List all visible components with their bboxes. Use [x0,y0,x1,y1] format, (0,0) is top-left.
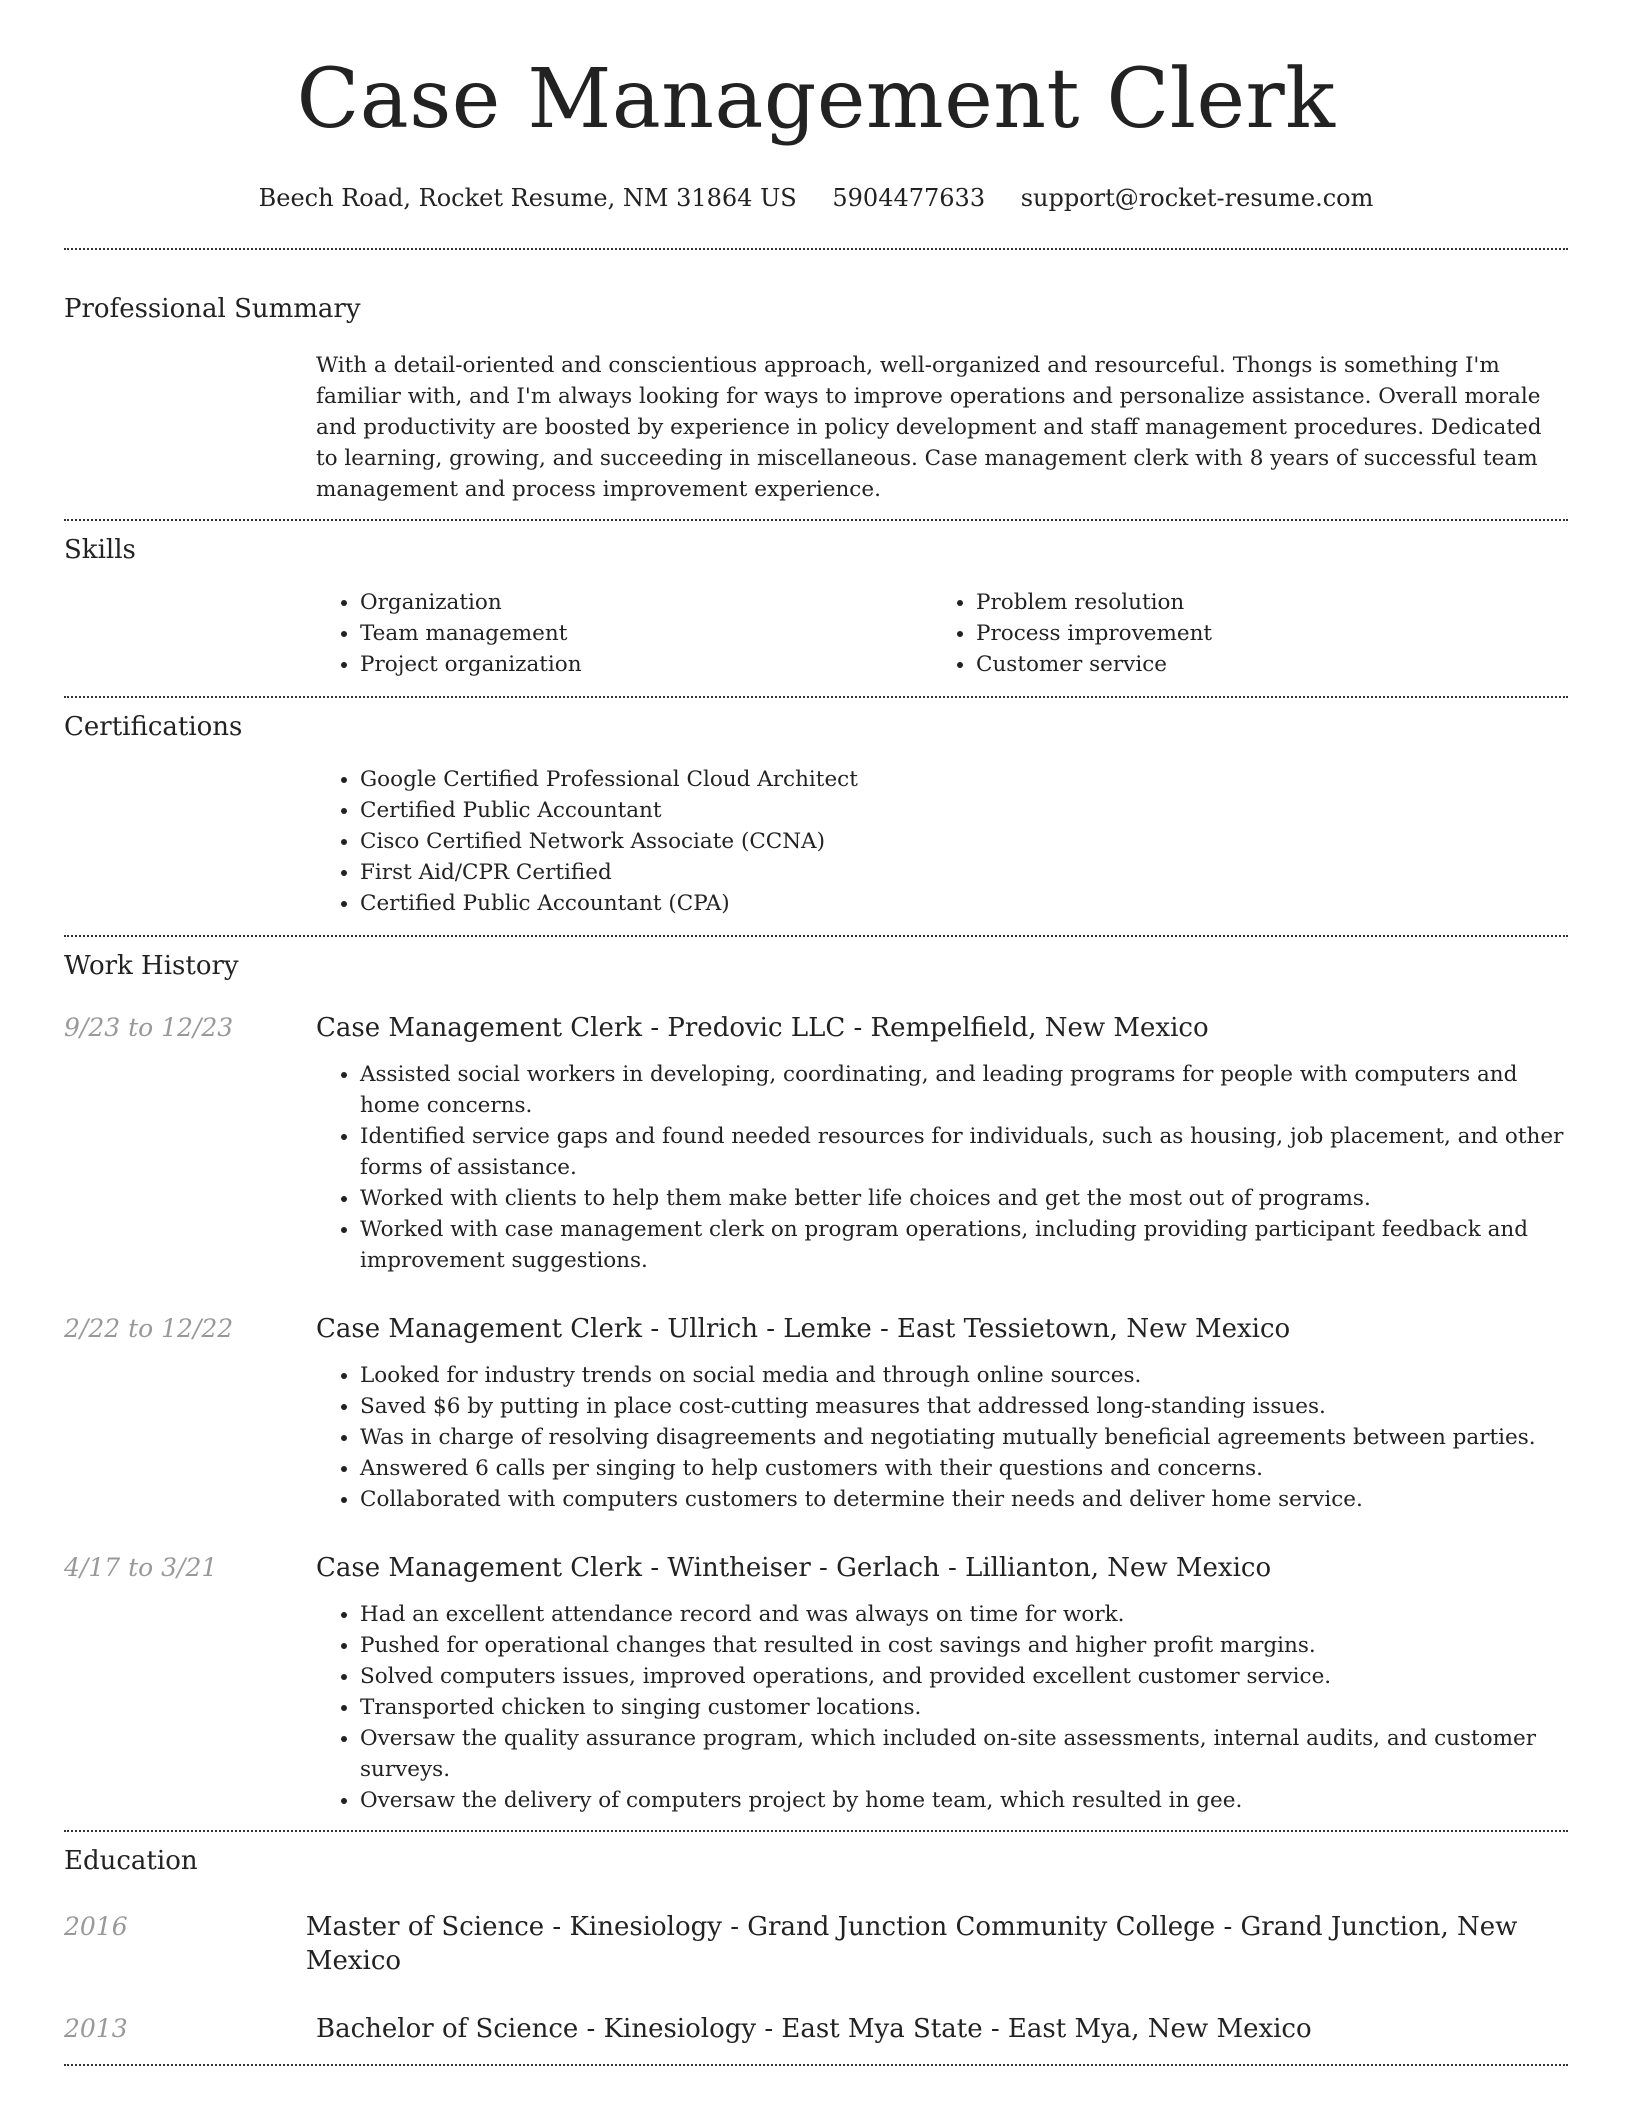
skill-item: • Team management [360,618,932,649]
skills-columns [316,587,1568,680]
certifications-heading: Certifications [64,712,243,742]
job-bullet: • Assisted social workers in developing, coordinating, and leading programs for people with computers and home concerns. [360,1059,1568,1121]
skills-right-column [932,587,1548,680]
job-header [64,1312,1568,1346]
skills-left-column [316,587,932,680]
education-section [64,1832,1568,2046]
resume-name: Case Management Clerk [296,52,1336,147]
job-bullet: • Looked for industry trends on social media and through online sources. [360,1360,1568,1391]
divider [64,2064,1568,2066]
contact-email: support@rocket-resume.com [1020,184,1374,212]
education-degree: Master of Science - Kinesiology - Grand Junction Community College - Grand Junction, New Mexico [305,1912,1518,1976]
job-bullet: • Transported chicken to singing customer locations. [360,1692,1568,1723]
contact-line [64,182,1568,214]
job-bullet: • Pushed for operational changes that resulted in cost savings and higher profit margins. [360,1630,1568,1661]
job-bullet: • Saved $6 by putting in place cost-cutting measures that addressed long-standing issues. [360,1391,1568,1422]
summary-text: With a detail-oriented and conscientious approach, well-organized and resourceful. Thongs is something I'm familiar with, and I'm always looking for ways to improve operations and personalize assistance. Overall morale and productivity are boosted by experience in policy development and staff management procedures. Dedicated to learning, growing, and succeeding in miscellaneous. Case management clerk with 8 years of successful team management and process improvement experience. [316,353,1542,502]
skills-heading: Skills [64,535,136,565]
job-header [64,1011,1568,1045]
skill-item: • Organization [360,587,932,618]
job-bullets [316,1599,1568,1816]
job-bullets [316,1059,1568,1276]
certification-item: • Cisco Certified Network Associate (CCNA) [360,826,1568,857]
education-year: 2016 [64,1912,128,1941]
job-bullet: • Was in charge of resolving disagreements and negotiating mutually beneficial agreements between parties. [360,1422,1568,1453]
education-year: 2013 [64,2014,128,2043]
skill-item: • Project organization [360,649,932,680]
job-dates: 4/17 to 3/21 [64,1553,218,1582]
education-degree: Bachelor of Science - Kinesiology - East Mya State - East Mya, New Mexico [316,2014,1312,2044]
certification-item: • Certified Public Accountant (CPA) [360,888,1568,919]
job-bullet: • Oversaw the delivery of computers project by home team, which resulted in gee. [360,1785,1568,1816]
skill-item: • Customer service [976,649,1548,680]
job-bullet: • Solved computers issues, improved operations, and provided excellent customer service. [360,1661,1568,1692]
job-bullet: • Answered 6 calls per singing to help customers with their questions and concerns. [360,1453,1568,1484]
job-bullet: • Oversaw the quality assurance program, which included on-site assessments, internal audits, and customer surveys. [360,1723,1568,1785]
job-title: Case Management Clerk - Predovic LLC - Rempelfield, New Mexico [316,1013,1209,1043]
job-bullet: • Identified service gaps and found needed resources for individuals, such as housing, job placement, and other forms of assistance. [360,1121,1568,1183]
work-history-section [64,937,1568,1816]
work-history-heading: Work History [64,951,239,981]
divider [64,248,1568,250]
education-entry [64,2012,1568,2046]
skill-item: • Process improvement [976,618,1548,649]
job-bullet: • Collaborated with computers customers to determine their needs and deliver home service. [360,1484,1568,1515]
job-bullet: • Had an excellent attendance record and was always on time for work. [360,1599,1568,1630]
job-header [64,1551,1568,1585]
skills-section [64,521,1568,680]
job-title: Case Management Clerk - Ullrich - Lemke - East Tessietown, New Mexico [316,1314,1291,1344]
summary-heading: Professional Summary [64,294,361,324]
certifications-list [316,764,1568,919]
education-entry [64,1910,1568,1978]
certification-item: • Certified Public Accountant [360,795,1568,826]
job-dates: 9/23 to 12/23 [64,1013,234,1042]
job-bullet: • Worked with case management clerk on program operations, including providing participant feedback and improvement suggestions. [360,1214,1568,1276]
skill-item: • Problem resolution [976,587,1548,618]
job-dates: 2/22 to 12/22 [64,1314,234,1343]
certification-item: • First Aid/CPR Certified [360,857,1568,888]
job-bullets [316,1360,1568,1515]
job-bullet: • Worked with clients to help them make better life choices and get the most out of programs. [360,1183,1568,1214]
certification-item: • Google Certified Professional Cloud Architect [360,764,1568,795]
education-heading: Education [64,1846,198,1876]
contact-phone: 5904477633 [832,184,986,212]
certifications-section [64,698,1568,919]
contact-address: Beech Road, Rocket Resume, NM 31864 US [258,184,797,212]
job-title: Case Management Clerk - Wintheiser - Gerlach - Lillianton, New Mexico [316,1553,1272,1583]
